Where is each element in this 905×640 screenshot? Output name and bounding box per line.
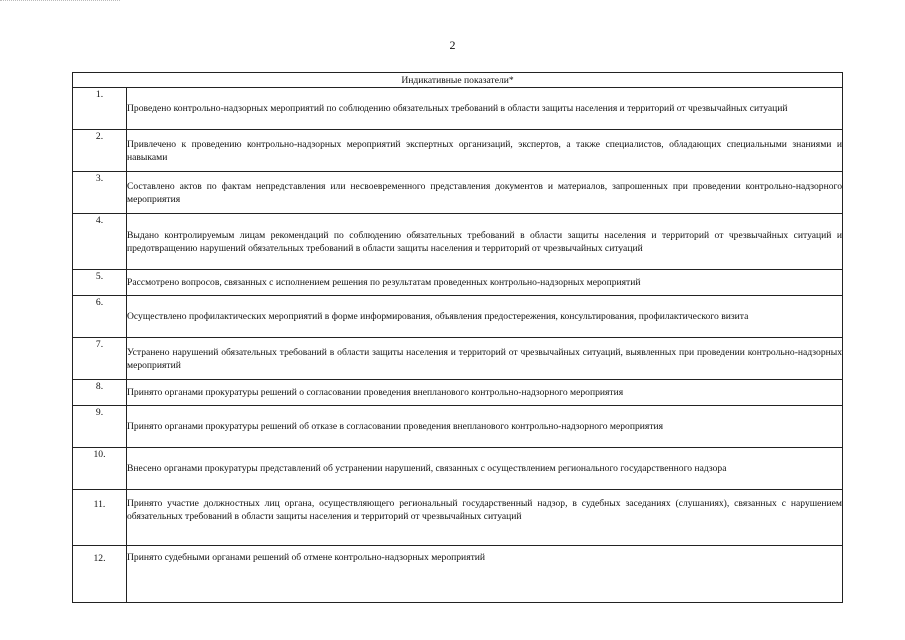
table-row xyxy=(73,546,843,603)
row-text: Принято судебными органами решений об отмене контрольно-надзорных мероприятий xyxy=(127,546,843,603)
table-row xyxy=(73,338,843,380)
row-number: 3. xyxy=(73,172,127,214)
row-text: Привлечено к проведению контрольно-надзорных мероприятий экспертных организаций, экспертов, а также специалистов, обладающих специальными знаниями и навыками xyxy=(127,130,843,172)
row-text: Рассмотрено вопросов, связанных с исполнением решения по результатам проведенных контрольно-надзорных мероприятий xyxy=(127,270,843,296)
row-number: 1. xyxy=(73,88,127,130)
table-row xyxy=(73,490,843,546)
table-row xyxy=(73,214,843,270)
row-text: Внесено органами прокуратуры представлений об устранении нарушений, связанных с осуществлением регионального государственного надзора xyxy=(127,448,843,490)
row-number: 10. xyxy=(73,448,127,490)
row-number: 8. xyxy=(73,380,127,406)
row-text: Устранено нарушений обязательных требований в области защиты населения и территорий от чрезвычайных ситуаций, выявленных при проведении контрольно-надзорных мероприятий xyxy=(127,338,843,380)
table-row xyxy=(73,296,843,338)
row-number: 9. xyxy=(73,406,127,448)
indicators-table xyxy=(72,72,843,603)
row-number: 4. xyxy=(73,214,127,270)
table-row xyxy=(73,448,843,490)
row-number: 11. xyxy=(73,490,127,546)
row-number: 6. xyxy=(73,296,127,338)
row-text: Принято органами прокуратуры решений о согласовании проведения внепланового контрольно-надзорного мероприятия xyxy=(127,380,843,406)
table-row xyxy=(73,380,843,406)
row-text: Проведено контрольно-надзорных мероприятий по соблюдению обязательных требований в области защиты населения и территорий от чрезвычайных ситуаций xyxy=(127,88,843,130)
row-text: Осуществлено профилактических мероприятий в форме информирования, объявления предостережения, консультирования, профилактического визита xyxy=(127,296,843,338)
page-number: 2 xyxy=(449,38,456,52)
row-number: 7. xyxy=(73,338,127,380)
row-text: Выдано контролируемым лицам рекомендаций по соблюдению обязательных требований в области защиты населения и территорий от чрезвычайных ситуаций и предотвращению нарушений обязательных требований в области защиты населения и территорий от чрезвычайных ситуаций xyxy=(127,214,843,270)
row-text: Принято органами прокуратуры решений об отказе в согласовании проведения внепланового контрольно-надзорного мероприятия xyxy=(127,406,843,448)
table-row xyxy=(73,270,843,296)
table-header: Индикативные показатели* xyxy=(73,73,843,88)
table-row xyxy=(73,172,843,214)
table-header-row xyxy=(73,73,843,88)
row-number: 12. xyxy=(73,546,127,603)
row-text: Принято участие должностных лиц органа, осуществляющего региональный государственный надзор, в судебных заседаниях (слушаниях), связанных с нарушением обязательных требований в области защиты населения и территорий от чрезвычайных ситуаций xyxy=(127,490,843,546)
table-row xyxy=(73,406,843,448)
row-text: Составлено актов по фактам непредставления или несвоевременного представления документов и материалов, запрошенных при проведении контрольно-надзорного мероприятия xyxy=(127,172,843,214)
scan-edge-mark xyxy=(0,0,120,3)
table-row xyxy=(73,130,843,172)
row-number: 5. xyxy=(73,270,127,296)
row-number: 2. xyxy=(73,130,127,172)
table-row xyxy=(73,88,843,130)
